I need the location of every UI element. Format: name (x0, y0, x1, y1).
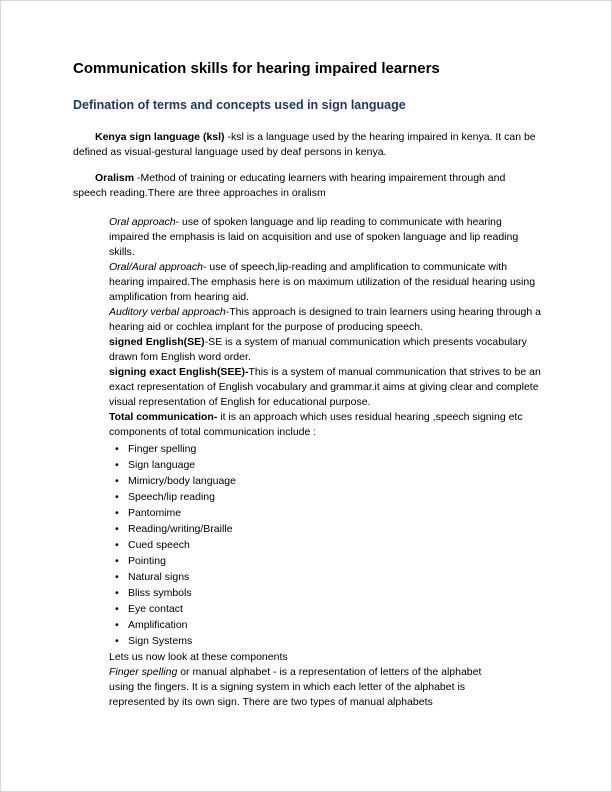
term-signed-english-body: -SE is a system of manual communication which presents vocabulary drawn fom English word order. (109, 336, 527, 363)
list-item: • Sign Systems (115, 634, 541, 649)
term-oral-aural-lead: Oral/Aural approach (109, 261, 203, 273)
definitions-block (109, 215, 541, 649)
term-finger-spelling-lead: Finger spelling (109, 666, 178, 678)
list-item: • Eye contact (115, 602, 541, 617)
term-auditory-verbal-lead: Auditory verbal approach (109, 306, 226, 318)
term-signing-exact-english-lead: signing exact English(SEE)- (109, 366, 249, 378)
list-item: • Sign language (115, 458, 541, 473)
section-heading: Defination of terms and concepts used in sign language (73, 98, 406, 112)
term-ksl-body: -ksl is a language used by the hearing impaired in kenya. It can be defined as visual-gestural language used by deaf persons in kenya. (73, 131, 536, 158)
definition-total-communication (109, 410, 541, 440)
list-item: • Natural signs (115, 570, 541, 585)
list-item: • Reading/writing/Braille (115, 522, 541, 537)
definition-signed-english (109, 335, 541, 365)
term-signed-english-lead: signed English(SE) (109, 336, 205, 348)
list-item: • Pantomime (115, 506, 541, 521)
list-item: • Finger spelling (115, 442, 541, 457)
term-oralism-lead: Oralism (95, 172, 135, 184)
list-item: • Speech/lip reading (115, 490, 541, 505)
components-lead-in: Lets us now look at these components (109, 651, 288, 663)
list-item: • Mimicry/body language (115, 474, 541, 489)
components-list (109, 442, 541, 649)
paragraph-kenya-sign-language (73, 130, 541, 160)
term-signing-exact-english-body: This is a system of manual communication that strives to be an exact representation of English vocabulary and grammar.it aims at giving clear and complete visual representation of English for educational purpose. (109, 366, 541, 408)
term-total-communication-lead: Total communication- (109, 411, 218, 423)
term-oral-aural-body: - use of speech,lip-reading and amplification to communicate with hearing impaired.The emphasis here is on maximum utilization of the residual hearing using amplification from hearing aid. (109, 261, 536, 303)
list-item: • Amplification (115, 618, 541, 633)
list-item: • Pointing (115, 554, 541, 569)
paragraph-oralism (73, 171, 541, 201)
list-item: • Cued speech (115, 538, 541, 553)
definition-auditory-verbal-approach (109, 305, 541, 335)
term-finger-spelling-body: or manual alphabet - is a representation of letters of the alphabet using the fingers. It is a signing system in which each letter of the alphabet is represented by its own sign. There are two types of manual alphabets (109, 666, 482, 708)
document-title: Communication skills for hearing impaired learners (73, 60, 440, 77)
term-oral-approach-lead: Oral approach (109, 216, 176, 228)
definition-oral-approach (109, 215, 541, 260)
term-total-communication-body: it is an approach which uses residual hearing ,speech signing etc components of total communication include : (109, 411, 523, 438)
paragraph-finger-spelling (109, 665, 487, 710)
definition-oral-aural-approach (109, 260, 541, 305)
definition-signing-exact-english (109, 365, 541, 410)
term-auditory-verbal-body: -This approach is designed to train learners using hearing through a hearing aid or cochlea implant for the purpose of producing speech. (109, 306, 541, 333)
term-oral-approach-body: - use of spoken language and lip reading to communicate with hearing impaired the emphasis is laid on acquisition and use of spoken language and lip reading skills. (109, 216, 519, 258)
closing-block (109, 650, 541, 710)
term-ksl-lead: Kenya sign language (ksl) (95, 131, 225, 143)
list-item: • Bliss symbols (115, 586, 541, 601)
term-oralism-body: -Method of training or educating learners with hearing impairement through and speech reading.There are three approaches in oralism (73, 172, 506, 199)
